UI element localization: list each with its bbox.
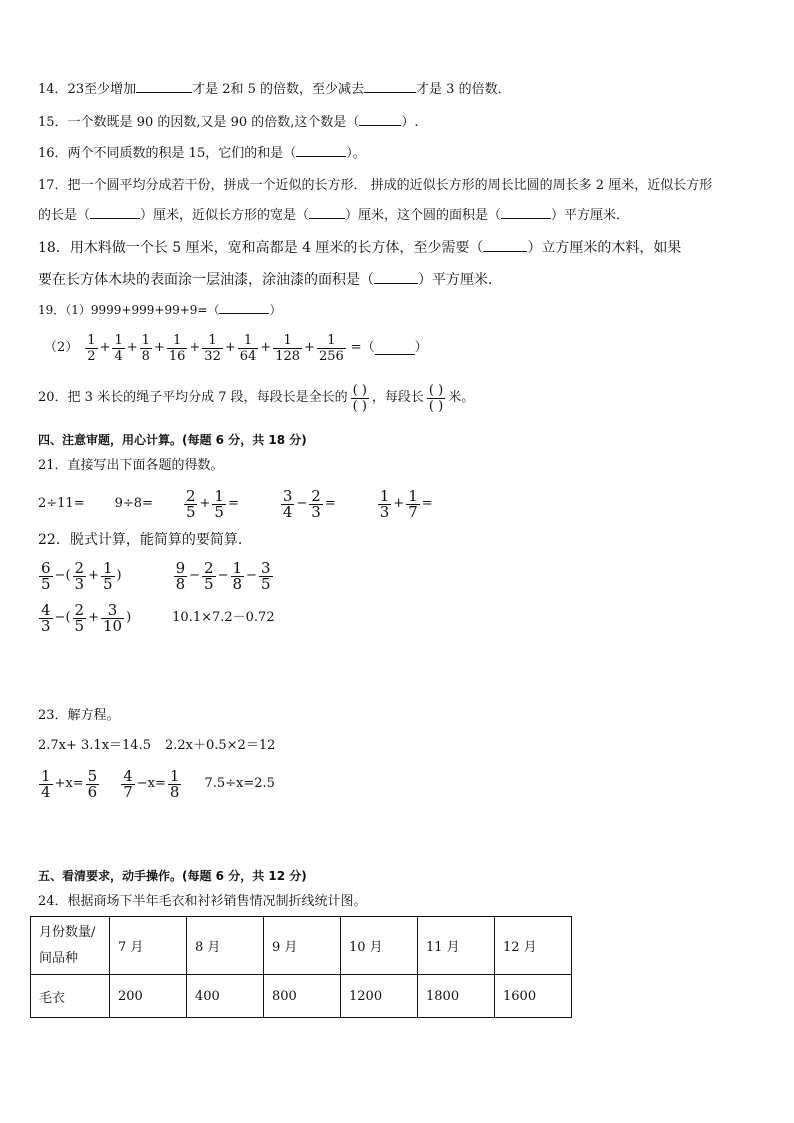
numerator: 1	[408, 486, 418, 505]
answer-blank[interactable]	[364, 80, 416, 93]
operator: −	[246, 568, 257, 583]
denominator: 5	[214, 502, 224, 521]
denominator: 4	[282, 502, 293, 521]
table-header-row	[31, 917, 572, 975]
expression	[38, 600, 132, 635]
expression	[38, 558, 123, 593]
month-header: 12 月	[495, 917, 572, 975]
row-label: 毛衣	[31, 975, 110, 1018]
operator: −(	[54, 568, 71, 583]
fraction	[317, 333, 346, 364]
operator: +	[393, 496, 405, 511]
denominator: 4	[114, 348, 123, 364]
denominator: 5	[260, 574, 271, 593]
operator: −x=	[136, 776, 166, 791]
denominator: 5	[74, 616, 85, 635]
month-header: 7 月	[110, 917, 187, 975]
operator: −	[217, 568, 229, 583]
numerator: 1	[283, 332, 292, 348]
numerator: 1	[114, 332, 123, 348]
sales-table	[30, 916, 572, 1018]
answer-blank[interactable]	[219, 301, 269, 314]
fraction	[167, 333, 188, 364]
numerator: 2	[74, 558, 85, 577]
answer-blank[interactable]	[309, 206, 345, 219]
month-header: 11 月	[418, 917, 495, 975]
question-19-part-2: （2） $\frac{1}{2}$ + $\frac{1}{4}$ + $\frac{1}{8}$ + $\frac{1}{16}$ + $\frac{1}{32}$ + $\frac{1}{64}$ + $\frac{1}{128}$ + $\frac{1}{256}$ =（ ）	[44, 332, 428, 364]
expression	[377, 486, 434, 521]
denominator: 3	[41, 616, 51, 635]
numerator: 2	[204, 558, 214, 577]
operator: =	[421, 496, 433, 511]
operator: )	[126, 610, 132, 625]
operator: +	[260, 340, 272, 355]
question-15: 15．一个数既是 90 的因数,又是 90 的倍数,这个数是（ ）.	[38, 115, 419, 130]
question-18-line-1: 18．用木料做一个长 5 厘米，宽和高都是 4 厘米的长方体，至少需要（ ）立方厘米的木料，如果	[38, 240, 682, 256]
fraction	[202, 333, 223, 364]
question-20: 20．把 3 米长的绳子平均分成 7 段，每段长是全长的 $\frac{( )}{( )}$ ，每段长 $\frac{( )}{( )}$ 米。	[38, 382, 475, 414]
denominator: 7	[408, 502, 418, 521]
fraction	[73, 558, 87, 593]
denominator: 256	[318, 348, 344, 364]
numerator: 9	[175, 558, 186, 577]
denominator: 8	[169, 782, 180, 801]
numerator: 1	[232, 558, 243, 577]
fraction	[101, 558, 115, 593]
question-23-title: 23．解方程。	[38, 708, 120, 723]
table-row	[31, 975, 572, 1018]
operator: =	[324, 496, 336, 511]
table-cell: 800	[264, 975, 341, 1018]
denominator: 5	[185, 502, 196, 521]
question-21-expressions: 2÷11= 9÷8= $\frac{2}{5}$ + $\frac{1}{5}$ = $\frac{3}{4}$ − $\frac{2}{3}$ = $\frac{1}{3}$ + $\frac{1}{7}$ =	[38, 486, 433, 521]
expression	[173, 558, 274, 593]
numerator: 1	[169, 766, 180, 785]
fraction	[140, 333, 152, 364]
question-22-row-1	[38, 556, 274, 596]
question-22-row-2: $\frac{4}{3}$ −( $\frac{2}{5}$ + $\frac{3}{10}$ ) 10.1×7.2－0.72	[38, 598, 275, 638]
numerator: 1	[102, 558, 113, 577]
numerator: 1	[327, 332, 336, 348]
fraction	[73, 600, 87, 635]
question-17-line-1: 17．把一个圆平均分成若干份，拼成一个近似的长方形． 拼成的近似长方形的周长比圆的周长多 2 厘米，近似长方形	[38, 178, 713, 193]
question-23-row-2: $\frac{1}{4}$ +x= $\frac{5}{6}$ $\frac{4}{7}$ −x= $\frac{1}{8}$ 7.5÷x=2.5	[38, 764, 275, 804]
numerator: 1	[172, 332, 182, 348]
fraction	[85, 333, 97, 364]
expression	[280, 486, 337, 521]
operator: +	[304, 340, 315, 355]
fraction	[39, 600, 53, 635]
fraction	[174, 558, 188, 593]
question-17-line-2: 的长是（ ）厘米，近似长方形的宽是（ ）厘米，这个圆的面积是（ ）平方厘米．	[38, 208, 630, 223]
blank-fraction[interactable]: $\frac{( )}{( )}$	[428, 382, 444, 414]
fraction	[101, 600, 124, 635]
operator: +	[126, 340, 138, 355]
answer-blank[interactable]	[501, 206, 551, 219]
denominator: 8	[141, 348, 150, 364]
denominator: 5	[204, 574, 214, 593]
denominator: 5	[41, 574, 51, 593]
table-cell: 200	[110, 975, 187, 1018]
table-cell: 400	[187, 975, 264, 1018]
question-24-title: 24．根据商场下半年毛衣和衬衫销售情况制折线统计图。	[38, 894, 367, 909]
denominator: 2	[87, 348, 96, 364]
fraction	[39, 558, 53, 593]
numerator: 5	[87, 766, 98, 785]
fraction	[281, 486, 295, 521]
question-23-row-1: 2.7x+ 3.1x＝14.5 2.2x＋0.5×2＝12	[38, 738, 276, 753]
month-header: 8 月	[187, 917, 264, 975]
operator: +	[153, 340, 165, 355]
fraction	[309, 486, 323, 521]
operator: +	[88, 568, 99, 583]
month-header: 10 月	[341, 917, 418, 975]
question-18-line-2: 要在长方体木块的表面涂一层油漆，涂油漆的面积是（ ）平方厘米．	[38, 272, 502, 288]
numerator: 2	[74, 600, 85, 619]
fraction	[112, 333, 124, 364]
numerator: 1	[243, 332, 253, 348]
table-cell: 1200	[341, 975, 418, 1018]
denominator: 32	[204, 348, 221, 364]
fraction-sum	[84, 333, 346, 364]
numerator: 2	[311, 486, 321, 505]
section-5-heading: 五、看清要求，动手操作。(每题 6 分，共 12 分)	[38, 869, 307, 883]
fraction	[212, 486, 226, 521]
table-cell: 1800	[418, 975, 495, 1018]
numerator: 1	[379, 486, 390, 505]
numerator: 2	[185, 486, 196, 505]
denominator: 8	[232, 574, 243, 593]
expression	[120, 766, 182, 801]
operator: =	[227, 496, 239, 511]
fraction	[86, 766, 100, 801]
fraction	[202, 558, 216, 593]
numerator: 3	[260, 558, 271, 577]
answer-blank[interactable]	[136, 80, 192, 93]
denominator: 4	[41, 782, 51, 801]
numerator: 4	[123, 766, 133, 785]
fraction	[259, 558, 273, 593]
denominator: 128	[275, 348, 301, 364]
fraction	[406, 486, 420, 521]
table-cell: 1600	[495, 975, 572, 1018]
question-21-title: 21．直接写出下面各题的得数。	[38, 458, 224, 473]
numerator: 1	[41, 766, 51, 785]
question-19-part-1: 19．（1）9999+999+99+9=（ ）	[38, 303, 282, 317]
fraction	[184, 486, 198, 521]
fraction	[378, 486, 392, 521]
answer-blank[interactable]	[483, 239, 527, 252]
fraction	[121, 766, 135, 801]
numerator: 3	[107, 600, 118, 619]
numerator: 3	[282, 486, 293, 505]
denominator: 3	[379, 502, 390, 521]
operator: +	[88, 610, 99, 625]
numerator: 1	[214, 486, 224, 505]
question-14: 14．23至少增加 才是 2和 5 的倍数，至少减去 才是 3 的倍数．	[38, 82, 511, 97]
operator: +	[189, 340, 201, 355]
operator: )	[116, 568, 122, 583]
answer-blank[interactable]	[359, 113, 401, 126]
operator: +	[224, 340, 236, 355]
question-16: 16．两个不同质数的积是 15，它们的和是（ ）。	[38, 146, 366, 161]
denominator: 64	[239, 348, 257, 364]
fraction	[273, 333, 302, 364]
answer-blank[interactable]	[374, 271, 418, 284]
numerator: 1	[87, 332, 96, 348]
denominator: 3	[311, 502, 321, 521]
denominator: 8	[175, 574, 186, 593]
numerator: 6	[41, 558, 51, 577]
denominator: 6	[87, 782, 98, 801]
fraction	[238, 333, 259, 364]
question-22-title: 22．脱式计算，能简算的要简算.	[38, 532, 243, 548]
fraction	[168, 766, 182, 801]
denominator: 7	[123, 782, 133, 801]
answer-blank[interactable]	[296, 144, 346, 157]
denominator: 16	[168, 348, 186, 364]
denominator: 10	[102, 616, 123, 635]
expression	[38, 766, 100, 801]
blank-fraction[interactable]: $\frac{( )}{( )}$	[352, 382, 367, 414]
numerator: 1	[208, 332, 217, 348]
fraction	[39, 766, 53, 801]
numerator: 4	[41, 600, 51, 619]
table-corner-cell: 月份数量/ 间品种	[31, 917, 110, 975]
operator: +	[99, 340, 111, 355]
month-header: 9 月	[264, 917, 341, 975]
operator: −	[189, 568, 201, 583]
expression	[183, 486, 240, 521]
denominator: 5	[102, 574, 113, 593]
numerator: 1	[141, 332, 150, 348]
operator: −	[296, 496, 308, 511]
denominator: 3	[74, 574, 85, 593]
section-4-heading: 四、注意审题，用心计算。(每题 6 分，共 18 分)	[38, 433, 307, 447]
operator: +x=	[54, 776, 84, 791]
operator: +	[199, 496, 211, 511]
fraction	[231, 558, 245, 593]
answer-blank[interactable]	[375, 342, 415, 355]
answer-blank[interactable]	[90, 206, 140, 219]
operator: −(	[54, 610, 71, 625]
